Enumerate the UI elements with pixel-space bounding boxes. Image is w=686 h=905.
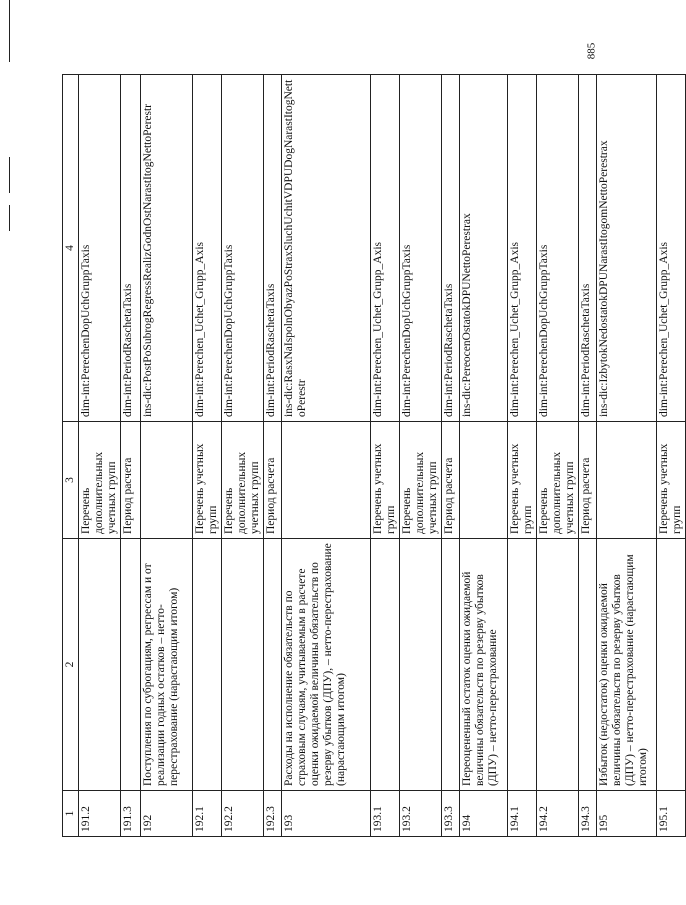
row-dimension: Перечень дополнительных учетных групп (400, 422, 442, 539)
row-name: Переоцененный остаток оценки ожидаемой величины обязательств по резерву убытков (ДПУ) – нетто-перестрахование (460, 539, 508, 791)
table-row (400, 75, 442, 837)
row-name (222, 539, 264, 791)
table-header-row (63, 75, 79, 837)
row-code: 195 (597, 791, 657, 837)
row-element: dim-int:PeriodRaschetaTaxis (579, 75, 597, 422)
row-code: 192.1 (193, 791, 222, 837)
row-dimension (460, 422, 508, 539)
row-dimension: Период расчета (264, 422, 282, 539)
margin-mark-middle (9, 157, 10, 193)
row-element: dim-int:PerechenDopUchGruppTaxis (79, 75, 121, 422)
row-name (400, 539, 442, 791)
row-code: 194 (460, 791, 508, 837)
row-code: 194.2 (537, 791, 579, 837)
row-element: dim-int:PerechenDopUchGruppTaxis (222, 75, 264, 422)
rotated-table-container (62, 75, 683, 837)
row-dimension: Перечень учетных групп (508, 422, 537, 539)
row-element: dim-int:PerechenDopUchGruppTaxis (537, 75, 579, 422)
row-element: dim-int:Perechen_Uchet_Grupp_Axis (657, 75, 686, 422)
table-row (597, 75, 657, 837)
row-element: ins-dic:PereocenOstatokDPUNettoPerestrax (460, 75, 508, 422)
row-code: 193 (282, 791, 371, 837)
table-row (141, 75, 193, 837)
row-code: 191.2 (79, 791, 121, 837)
table-row (537, 75, 579, 837)
row-name: Избыток (недостаток) оценки ожидаемой величины обязательств по резерву убытков (ДПУ) – нетто-перестрахование (нарастающим итогом) (597, 539, 657, 791)
row-code: 192.2 (222, 791, 264, 837)
row-dimension: Период расчета (579, 422, 597, 539)
row-name (193, 539, 222, 791)
page-number: 885 (585, 42, 598, 60)
row-element: dim-int:Perechen_Uchet_Grupp_Axis (508, 75, 537, 422)
row-dimension (597, 422, 657, 539)
row-code: 194.3 (579, 791, 597, 837)
table-row (222, 75, 264, 837)
row-code: 193.3 (442, 791, 460, 837)
table-body (63, 75, 686, 837)
table-row (282, 75, 371, 837)
row-code: 193.2 (400, 791, 442, 837)
row-dimension: Перечень дополнительных учетных групп (79, 422, 121, 539)
row-name (657, 539, 686, 791)
row-code: 193.1 (371, 791, 400, 837)
table-row (79, 75, 121, 837)
row-dimension: Перечень дополнительных учетных групп (222, 422, 264, 539)
row-element: ins-dic:IzbytokNedostatokDPUNarastItogomNettoPerestrax (597, 75, 657, 422)
row-dimension: Период расчета (442, 422, 460, 539)
row-element: dim-int:PeriodRaschetaTaxis (121, 75, 141, 422)
table-row (460, 75, 508, 837)
table-row (579, 75, 597, 837)
row-element: ins-dic:RasxNaIspolnObyazPoStraxSluchUchitVDPUDogNarastItogNettoPerestr (282, 75, 371, 422)
row-code: 191.3 (121, 791, 141, 837)
header-col-3: 3 (63, 422, 79, 539)
row-dimension: Перечень учетных групп (657, 422, 686, 539)
row-dimension: Перечень дополнительных учетных групп (537, 422, 579, 539)
row-code: 195.1 (657, 791, 686, 837)
row-element: dim-int:PerechenDopUchGruppTaxis (400, 75, 442, 422)
row-dimension (141, 422, 193, 539)
row-dimension: Перечень учетных групп (193, 422, 222, 539)
row-name (442, 539, 460, 791)
row-name: Расходы на исполнение обязательств по страховым случаям, учитываемым в расчете оценки ожидаемой величины обязательств по резерву убытков (ДПУ), – нетто-перестрахование (нарастающим итогом) (282, 539, 371, 791)
row-name (371, 539, 400, 791)
row-element: dim-int:Perechen_Uchet_Grupp_Axis (371, 75, 400, 422)
row-element: dim-int:PeriodRaschetaTaxis (442, 75, 460, 422)
margin-mark-lower (9, 205, 10, 231)
row-element: ins-dic:PostPoSubrogRegressRealizGodnOstNarastItogNettoPerestr (141, 75, 193, 422)
row-dimension (282, 422, 371, 539)
row-name (579, 539, 597, 791)
row-name (264, 539, 282, 791)
table-row (264, 75, 282, 837)
table-row (193, 75, 222, 837)
row-name: Поступления по суброгациям, регрессам и от реализации годных остатков – нетто-перестрахование (нарастающим итогом) (141, 539, 193, 791)
header-col-1: 1 (63, 791, 79, 837)
row-code: 194.1 (508, 791, 537, 837)
table-row (508, 75, 537, 837)
row-element: dim-int:Perechen_Uchet_Grupp_Axis (193, 75, 222, 422)
table-row (121, 75, 141, 837)
row-code: 192 (141, 791, 193, 837)
row-dimension: Период расчета (121, 422, 141, 539)
table-row (371, 75, 400, 837)
row-code: 192.3 (264, 791, 282, 837)
table-row (442, 75, 460, 837)
header-col-4: 4 (63, 75, 79, 422)
row-name (121, 539, 141, 791)
row-element: dim-int:PeriodRaschetaTaxis (264, 75, 282, 422)
table-row (657, 75, 686, 837)
row-name (79, 539, 121, 791)
row-name (508, 539, 537, 791)
row-name (537, 539, 579, 791)
header-col-2: 2 (63, 539, 79, 791)
row-dimension: Перечень учетных групп (371, 422, 400, 539)
margin-mark-top (9, 0, 10, 62)
xbrl-mapping-table (62, 74, 686, 837)
